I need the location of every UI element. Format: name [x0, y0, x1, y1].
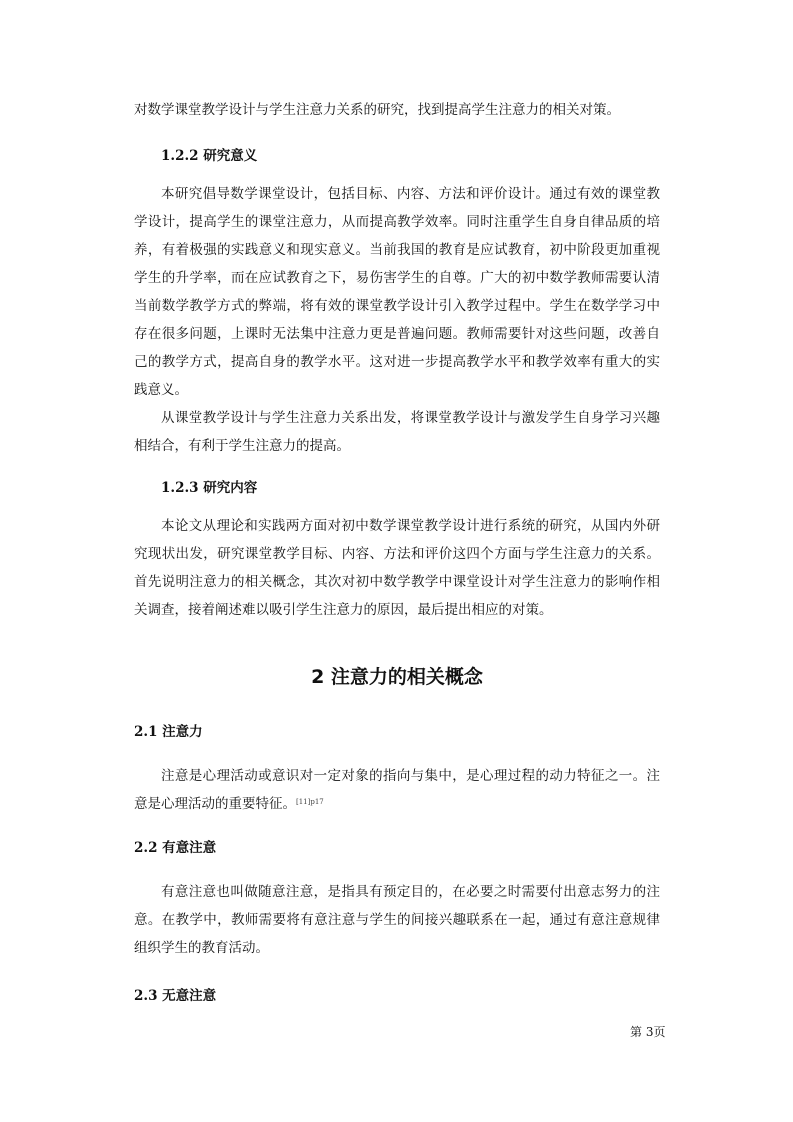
paragraph-intentional-attention: 有意注意也叫做随意注意，是指具有预定目的，在必要之时需要付出意志努力的注意。在教学中，教师需要将有意注意与学生的间接兴趣联系在一起，通过有意注意规律组织学生的教育活动。: [134, 884, 660, 956]
paragraph-significance-2: 从课堂教学设计与学生注意力关系出发，将课堂教学设计与激发学生自身学习兴趣相结合，有利于学生注意力的提高。: [134, 410, 660, 454]
section-heading-2-2: 2.2 有意注意: [134, 840, 217, 856]
page-number: 第 3页: [630, 1025, 666, 1039]
section-heading-1-2-3: 1.2.3 研究内容: [161, 480, 258, 496]
paragraph-significance-1: 本研究倡导数学课堂设计，包括目标、内容、方法和评价设计。通过有效的课堂教学设计，提高学生的课堂注意力，从而提高教学效率。同时注重学生自身自律品质的培养，有着极强的实践意义和现实意义。当前我国的教育是应试教育，初中阶段更加重视学生的升学率，而在应试教育之下，易伤害学生的自尊。广大的初中数学教师需要认清当前数学教学方式的弊端，将有效的课堂教学设计引入教学过程中。学生在数学学习中存在很多问题，上课时无法集中注意力更是普遍问题。教师需要针对这些问题，改善自己的教学方式，提高自身的教学水平。这对进一步提高教学水平和教学效率有重大的实践意义。: [134, 186, 660, 398]
paragraph-attention-text: 注意是心理活动或意识对一定对象的指向与集中，是心理过程的动力特征之一。注意是心理活动的重要特征。: [134, 768, 660, 812]
paragraph-content: 本论文从理论和实践两方面对初中数学课堂教学设计进行系统的研究，从国内外研究现状出发，研究课堂教学目标、内容、方法和评价这四个方面与学生注意力的关系。首先说明注意力的相关概念，其次对初中数学教学中课堂设计对学生注意力的影响作相关调查，接着阐述难以吸引学生注意力的原因，最后提出相应的对策。: [134, 518, 660, 618]
section-heading-2-1: 2.1 注意力: [134, 724, 203, 740]
section-heading-1-2-2: 1.2.2 研究意义: [161, 148, 258, 164]
intro-paragraph: 对数学课堂教学设计与学生注意力关系的研究，找到提高学生注意力的相关对策。: [134, 102, 620, 118]
paragraph-attention: [134, 762, 660, 818]
chapter-title: 2 注意力的相关概念: [311, 666, 483, 688]
section-heading-2-3: 2.3 无意注意: [134, 988, 217, 1004]
citation-mark: [11]p17: [296, 798, 324, 806]
